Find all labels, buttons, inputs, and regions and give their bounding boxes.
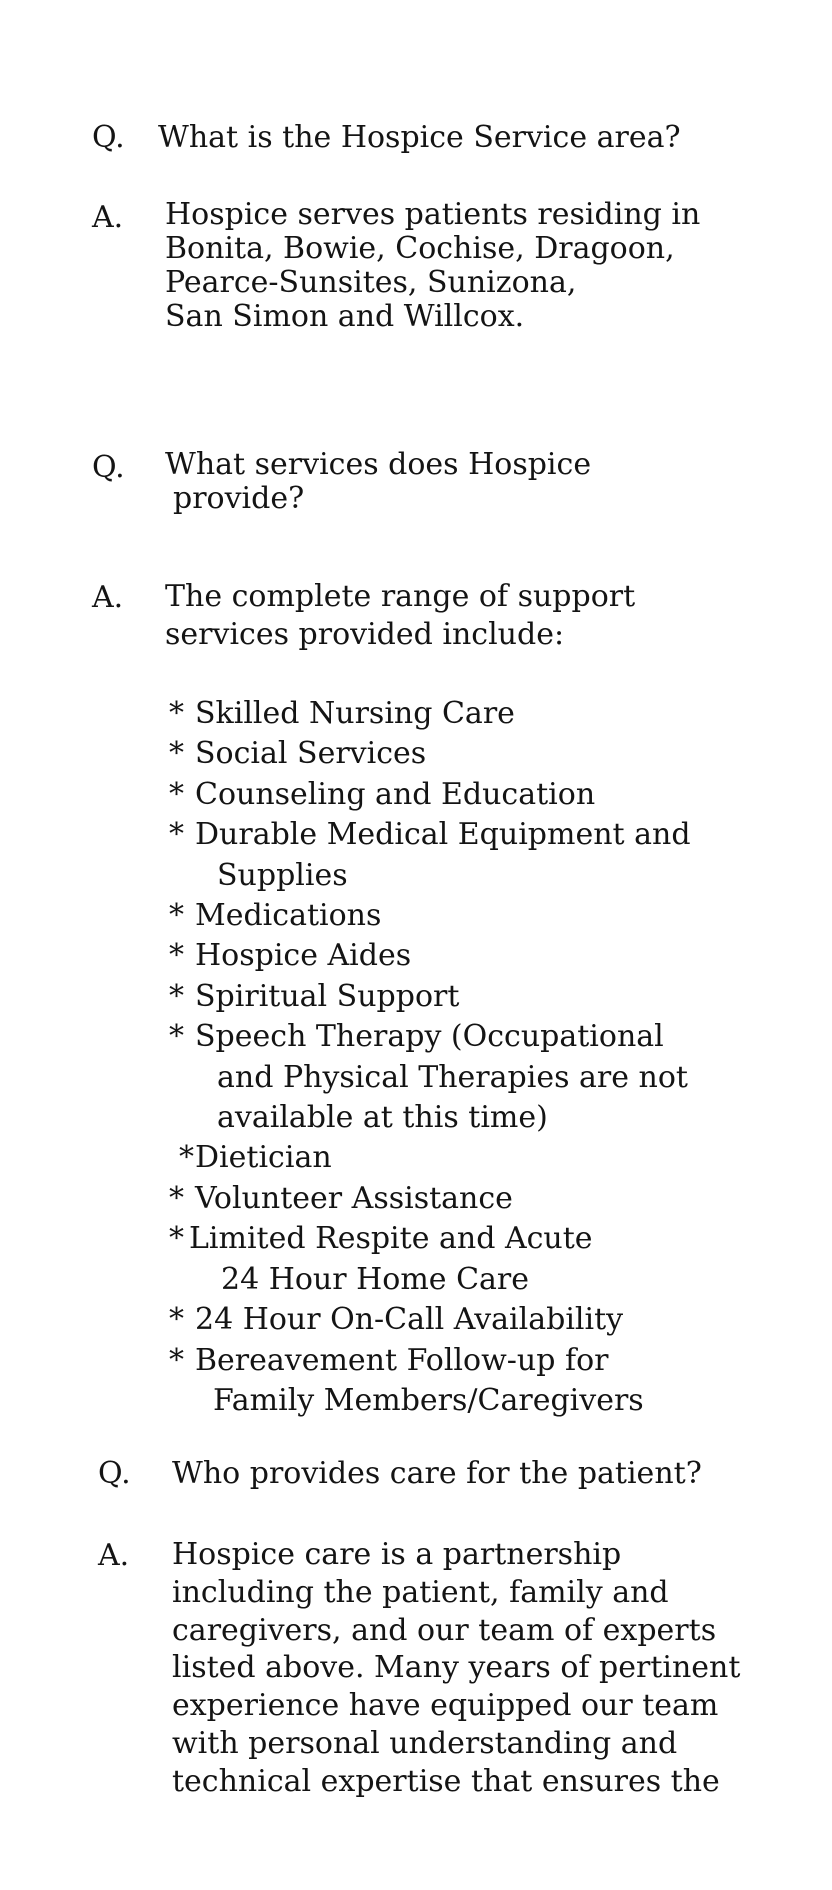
question-line: provide? <box>173 481 305 516</box>
answer-marker: A. <box>92 200 124 235</box>
services-list <box>165 694 785 1421</box>
service-item: * Bereavement Follow-up for Family Members/Caregivers <box>169 1342 644 1418</box>
answer-line: with personal understanding and <box>172 1725 678 1761</box>
question-marker: Q. <box>92 120 125 155</box>
bullet-star: * <box>169 938 184 974</box>
bullet-star: * <box>179 1140 194 1176</box>
answer-line: Pearce-Sunsites, Sunizona, <box>165 265 577 300</box>
service-item: * Social Services <box>169 734 785 774</box>
bullet-star: * <box>169 1180 184 1216</box>
question-text <box>158 118 778 158</box>
service-item: * 24 Hour On-Call Availability <box>169 1300 785 1340</box>
bullet-star: * <box>169 1342 184 1378</box>
question-text <box>165 448 785 516</box>
answer-line: services provided include: <box>165 617 565 652</box>
answer-line: The complete range of support <box>165 579 636 614</box>
answer-line: technical expertise that ensures the <box>172 1763 720 1799</box>
bullet-star: * <box>169 1019 184 1055</box>
answer-line: experience have equipped our team <box>172 1688 719 1724</box>
question-line: What services does Hospice <box>165 447 592 482</box>
answer-line: caregivers, and our team of experts <box>172 1612 717 1648</box>
bullet-star: * <box>169 776 184 812</box>
bullet-star: * <box>169 1221 184 1257</box>
service-item: * Volunteer Assistance <box>169 1179 785 1219</box>
answer-line: listed above. Many years of pertinent <box>172 1650 741 1686</box>
bullet-star: * <box>169 817 184 853</box>
answer-marker: A. <box>92 580 124 615</box>
bullet-star: * <box>169 696 184 731</box>
service-item: * Medications <box>169 896 785 936</box>
question-marker: Q. <box>98 1456 131 1491</box>
bullet-star: * <box>169 978 184 1014</box>
answer-line: Hospice serves patients residing in <box>165 197 701 232</box>
question-marker: Q. <box>92 450 125 485</box>
bullet-star: * <box>169 736 184 772</box>
answer-line: Bonita, Bowie, Cochise, Dragoon, <box>165 231 675 266</box>
question-line: What is the Hospice Service area? <box>158 120 681 155</box>
question-line: Who provides care for the patient? <box>172 1456 702 1491</box>
answer-line: Hospice care is a partnership <box>172 1537 622 1572</box>
service-item: * Skilled Nursing Care <box>169 694 785 734</box>
answer-text <box>165 578 785 1421</box>
answer-marker: A. <box>98 1538 130 1573</box>
answer-text <box>165 198 785 334</box>
service-item: * Counseling and Education <box>169 775 785 815</box>
answer-line: including the patient, family and <box>172 1574 669 1610</box>
answer-line: San Simon and Willcox. <box>165 299 525 334</box>
service-item: * Durable Medical Equipment and Supplies <box>169 817 691 893</box>
bullet-star: * <box>169 898 184 934</box>
service-item: * Speech Therapy (Occupational and Physical Therapies are not available at this time) <box>169 1019 688 1136</box>
service-item: * Limited Respite and Acute 24 Hour Home Care <box>169 1221 593 1297</box>
question-text <box>172 1454 792 1494</box>
answer-text <box>172 1536 792 1801</box>
bullet-star: * <box>169 1302 184 1338</box>
service-item: * Spiritual Support <box>169 977 785 1017</box>
service-item: *Dietician <box>169 1138 785 1178</box>
service-item: * Hospice Aides <box>169 936 785 976</box>
